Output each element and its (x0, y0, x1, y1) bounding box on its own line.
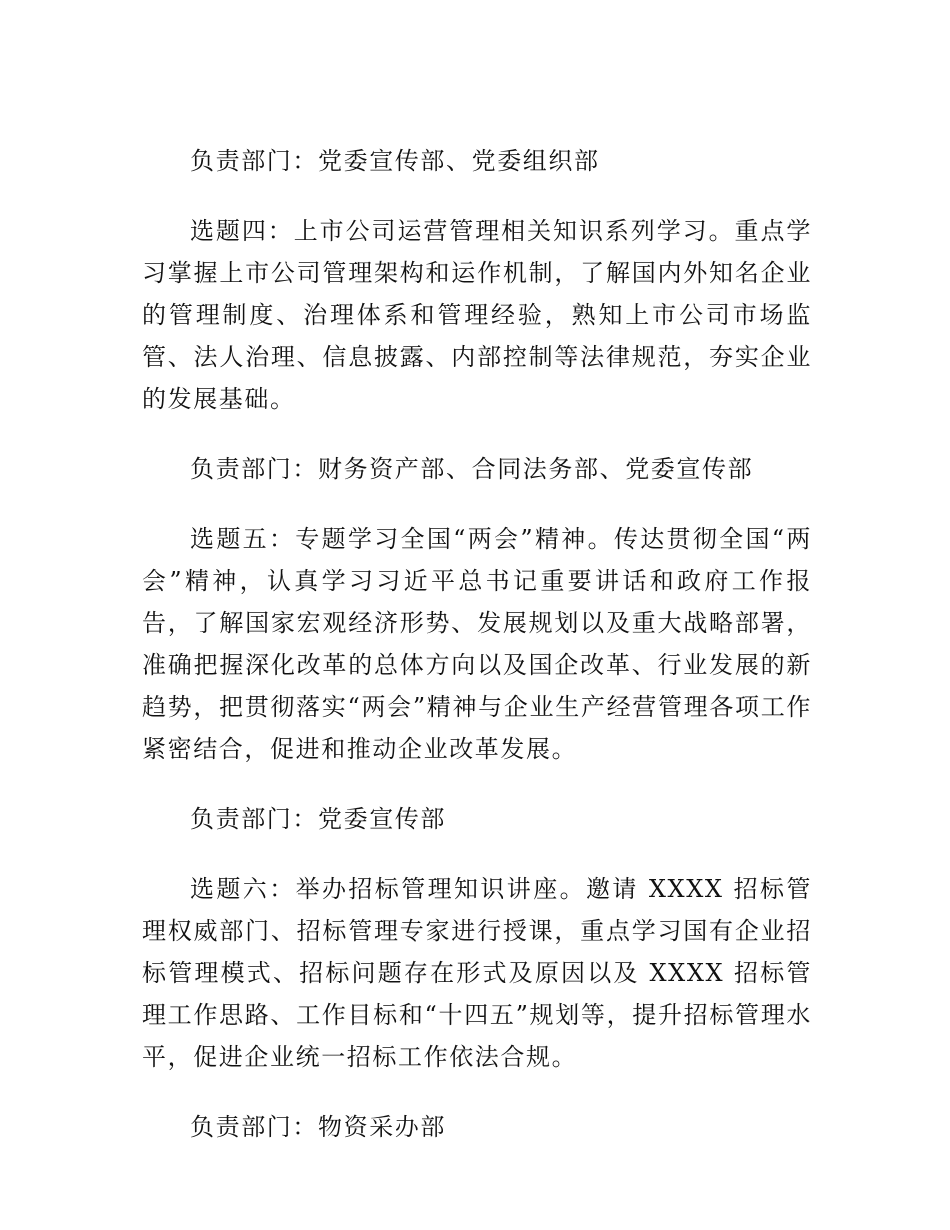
document-body (142, 140, 812, 1176)
responsible-dept-line: 负责部门：党委宣传部 (190, 805, 446, 833)
topic-six-paragraph: 选题六：举办招标管理知识讲座。邀请 XXXX 招标管理权威部门、招标管理专家进行授课，重点学习国有企业招标管理模式、招标问题存在形式及原因以及 XXXX 招标管理工作思路、工作目标和“十四五”规划等，提升招标管理水平，促进企业统一招标工作依法合规。 (142, 875, 812, 1071)
responsible-dept-line: 负责部门：财务资产部、合同法务部、党委宣传部 (190, 455, 754, 483)
topic-five-paragraph: 选题五：专题学习全国“两会”精神。传达贯彻全国“两会”精神，认真学习习近平总书记重要讲话和政府工作报告，了解国家宏观经济形势、发展规划以及重大战略部署，准确把握深化改革的总体方向以及国企改革、行业发展的新趋势，把贯彻落实“两会”精神与企业生产经营管理各项工作紧密结合，促进和推动企业改革发展。 (142, 525, 812, 763)
responsible-dept-line: 负责部门：物资采办部 (190, 1113, 446, 1141)
topic-four-paragraph: 选题四：上市公司运营管理相关知识系列学习。重点学习掌握上市公司管理架构和运作机制，了解国内外知名企业的管理制度、治理体系和管理经验，熟知上市公司市场监管、法人治理、信息披露、内部控制等法律规范，夯实企业的发展基础。 (142, 217, 812, 413)
responsible-dept-line: 负责部门：党委宣传部、党委组织部 (190, 147, 600, 175)
